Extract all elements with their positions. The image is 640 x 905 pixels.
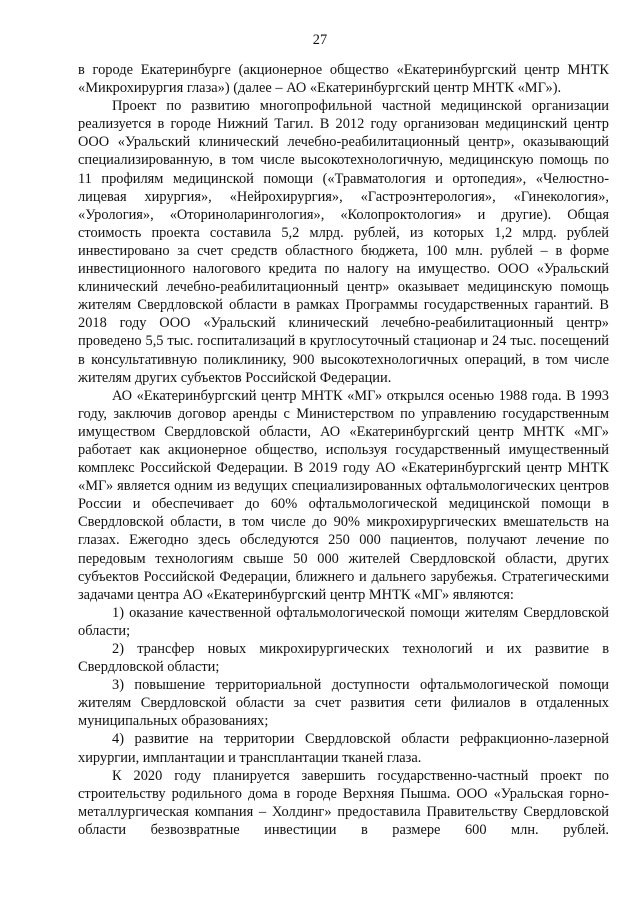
paragraph-maternity-hospital: К 2020 году планируется завершить государственно-частный проект по строительству родильного дома в городе Верхняя Пышма. ООО «Уральская горно-металлургическая компания – Холдинг» предоставила Правительству Свердловской области безвозвратные инвестиции в размере 600 млн. рублей. xyxy=(78,767,609,838)
list-item-3: 3) повышение территориальной доступности офтальмологической помощи жителям Свердловской области за счет развития сети филиалов в отдаленных муниципальных образованиях; xyxy=(78,677,609,730)
list-item-2: 2) трансфер новых микрохирургических технологий и их развитие в Свердловской области; xyxy=(78,641,609,676)
paragraph-nizhny-tagil-project: Проект по развитию многопрофильной частной медицинской организации реализуется в городе Нижний Тагил. В 2012 году организован медицинский центр ООО «Уральский клинический лечебно-реабилитационный центр», оказывающий специализированную, в том числе высокотехнологичную, медицинскую помощь по 11 профилям медицинской помощи («Травматология и ортопедия», «Челюстно-лицевая хирургия», «Нейрохирургия», «Гастроэнтерология», «Гинекология», «Урология», «Оториноларингология», «Колопроктология» и другие). Общая стоимость проекта составила 5,2 млрд. рублей, из которых 1,2 млрд. рублей инвестировано за счет средств областного бюджета, 100 млн. рублей – в форме инвестиционного налогового кредита по налогу на имущество. ООО «Уральский клинический лечебно-реабилитационный центр» оказывает медицинскую помощь жителям Свердловской области в рамках Программы государственных гарантий. В 2018 году ООО «Уральский клинический лечебно-реабилитационный центр» проведено 5,5 тыс. госпитализаций в круглосуточный стационар и 24 тыс. посещений в консультативную поликлинику, 900 высокотехнологичных операций, в том числе жителям других субъектов Российской Федерации. xyxy=(78,98,609,386)
paragraph-mntk-center: АО «Екатеринбургский центр МНТК «МГ» открылся осенью 1988 года. В 1993 году, заключив договор аренды с Министерством по управлению государственным имуществом Свердловской области, АО «Екатеринбургский центр МНТК «МГ» работает как акционерное общество, используя государственный имущественный комплекс Российской Федерации. В 2019 году АО «Екатеринбургский центр МНТК «МГ» является одним из ведущих специализированных офтальмологических центров России и обеспечивает до 60% офтальмологической медицинской помощи в Свердловской области, в том числе до 90% микрохирургических вмешательств на глазах. Ежегодно здесь обследуются 250 000 пациентов, получают лечение по передовым технологиям свыше 50 000 жителей Свердловской области, других субъектов Российской Федерации, ближнего и дальнего зарубежья. Стратегическими задачами центра АО «Екатеринбургский центр МНТК «МГ» являются: xyxy=(78,387,609,603)
document-body xyxy=(78,61,609,839)
list-item-4: 4) развитие на территории Свердловской области рефракционно-лазерной хирургии, имплантации и трансплантации тканей глаза. xyxy=(78,731,609,766)
page-number: 27 xyxy=(312,32,328,48)
list-item-1: 1) оказание качественной офтальмологической помощи жителям Свердловской области; xyxy=(78,604,609,639)
paragraph-intro-continuation: в городе Екатеринбурге (акционерное общество «Екатеринбургский центр МНТК «Микрохирургия глаза») (далее – АО «Екатеринбургский центр МНТК «МГ»). xyxy=(78,62,609,97)
